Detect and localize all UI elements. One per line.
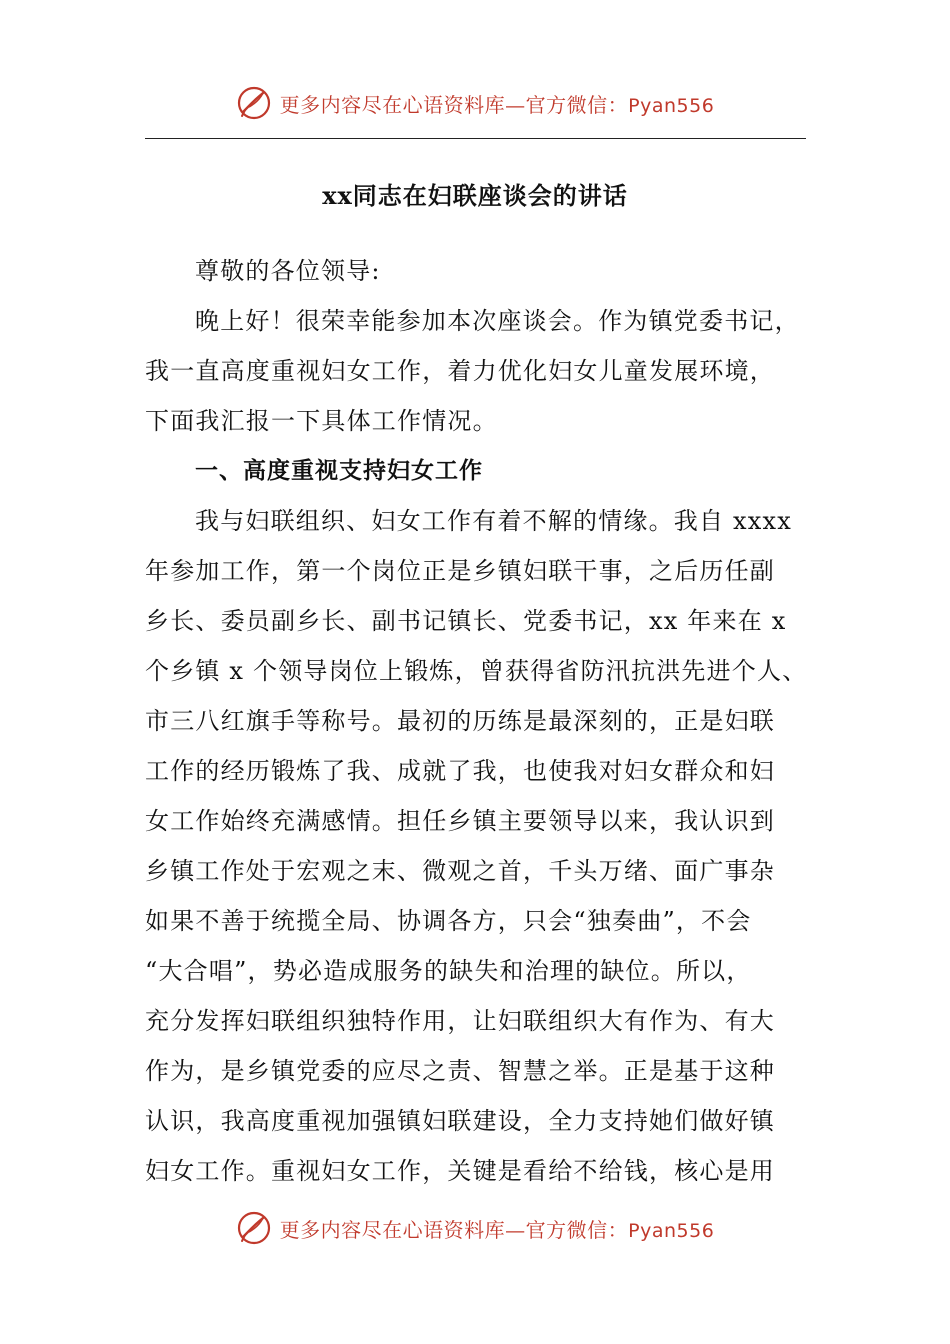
salutation-line: 尊敬的各位领导: [195,257,381,285]
body-line: 如果不善于统揽全局、协调各方，只会“独奏曲”，不会 [145,907,752,935]
body-line: “大合唱”，势必造成服务的缺失和治理的缺位。所以， [145,957,752,985]
body-line: 年参加工作，第一个岗位正是乡镇妇联干事，之后历任副 [145,557,775,585]
header-banner-label: 更多内容尽在心语资料库—官方微信： [279,92,629,117]
footer-wechat-id: Pyan556 [628,1219,715,1242]
quill-logo-icon [236,85,272,121]
footer-watermark-banner [0,1203,950,1253]
document-body [145,246,809,1196]
footer-banner-text [280,1214,715,1243]
body-line: 个乡镇 x 个领导岗位上锻炼，曾获得省防汛抗洪先进个人、 [145,657,808,685]
quill-logo-icon [236,1210,272,1246]
body-line: 我与妇联组织、妇女工作有着不解的情缘。我自 xxxx [195,507,792,535]
header-wechat-id: Pyan556 [628,94,715,117]
body-line: 我一直高度重视妇女工作，着力优化妇女儿童发展环境， [145,357,775,385]
header-banner-text [280,89,715,118]
document-title: xx同志在妇联座谈会的讲话 [322,181,628,210]
body-line: 认识，我高度重视加强镇妇联建设，全力支持她们做好镇 [145,1107,775,1135]
body-line: 作为，是乡镇党委的应尽之责、智慧之举。正是基于这种 [145,1057,775,1085]
body-line: 充分发挥妇联组织独特作用，让妇联组织大有作为、有大 [145,1007,775,1035]
header-divider [145,138,806,139]
body-line: 市三八红旗手等称号。最初的历练是最深刻的，正是妇联 [145,707,775,735]
body-line: 女工作始终充满感情。担任乡镇主要领导以来，我认识到 [145,807,775,835]
body-line: 晚上好！很荣幸能参加本次座谈会。作为镇党委书记， [195,307,800,335]
body-line: 妇女工作。重视妇女工作，关键是看给不给钱，核心是用 [145,1157,775,1185]
body-line: 乡镇工作处于宏观之末、微观之首，千头万绪、面广事杂 [145,857,775,885]
body-line: 乡长、委员副乡长、副书记镇长、党委书记，xx 年来在 x [145,607,787,635]
body-line: 工作的经历锻炼了我、成就了我，也使我对妇女群众和妇 [145,757,775,785]
footer-banner-label: 更多内容尽在心语资料库—官方微信： [279,1217,629,1242]
header-watermark-banner [0,78,950,128]
body-line: 下面我汇报一下具体工作情况。 [145,407,498,435]
section-heading: 一、高度重视支持妇女工作 [195,458,483,484]
